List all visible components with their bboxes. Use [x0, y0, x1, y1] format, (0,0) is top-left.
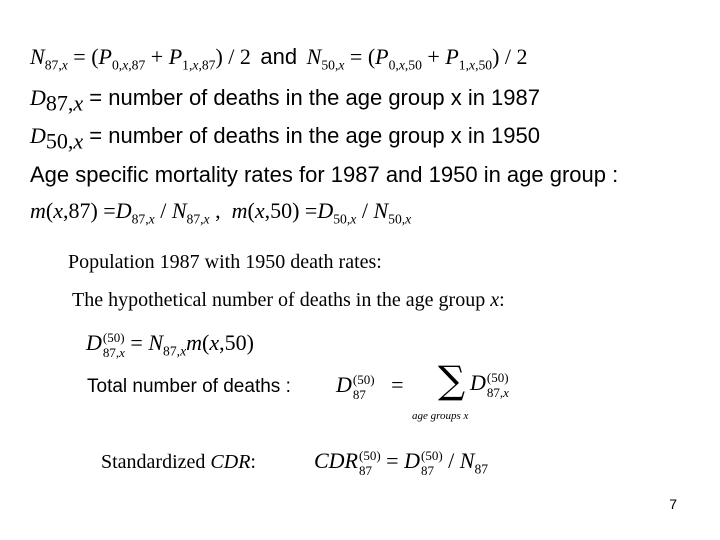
formula-d87-definition: $D_{87,x}$ = number of deaths in the age group x in 1987 [30, 85, 540, 116]
standardized-prefix: Standardized [101, 451, 211, 473]
d87-description: = number of deaths in the age group x in 1987 [89, 85, 540, 110]
standardized-label [101, 451, 256, 474]
formula-hypothetical-deaths: D (50) 87,x = $N_{87,x}m(x,50)$ [86, 329, 254, 360]
standardized-colon: : [250, 451, 256, 473]
formula-total-lhs: D (50) 87 = [336, 371, 404, 402]
summation [412, 358, 522, 426]
asmr-intro: Age specific mortality rates for 1987 and 1950 in age group : [30, 162, 619, 187]
sum-subscript: age groups x [412, 410, 469, 422]
hypothetical-line [72, 289, 505, 312]
and-word: and [260, 44, 298, 69]
hypothetical-colon: : [499, 289, 505, 311]
population-line: Population 1987 with 1950 death rates: [68, 251, 382, 273]
page-number: 7 [669, 496, 677, 512]
sum-term: D (50) 87,x [470, 369, 509, 400]
hypothetical-prefix: The hypothetical number of deaths in the age group [72, 289, 491, 311]
formula-d50-definition: $D_{50,x}$ = number of deaths in the age group x in 1950 [30, 123, 540, 154]
total-label: Total number of deaths : [87, 376, 291, 397]
standardized-var: CDR [210, 451, 251, 473]
formula-cdr: CDR (50) 87 = D (50) 87 / $N_{87}$ [314, 447, 489, 478]
formula-asmr: $m(x,87) =D_{87,x} / N_{87,x}$ , $m(x,50) =D_{50,x} / N_{50,x}$ [30, 198, 412, 227]
formula-n-definition: $N_{87,x} = (P_{0,x,87} + P_{1,x,87}) / 2$ and $N_{50,x} = (P_{0,x,50} + P_{1,x,50}) / 2$ [30, 44, 528, 73]
d50-description: = number of deaths in the age group x in 1950 [89, 123, 540, 148]
hypothetical-var: x [490, 289, 500, 311]
sigma-symbol: ∑ [438, 358, 466, 402]
